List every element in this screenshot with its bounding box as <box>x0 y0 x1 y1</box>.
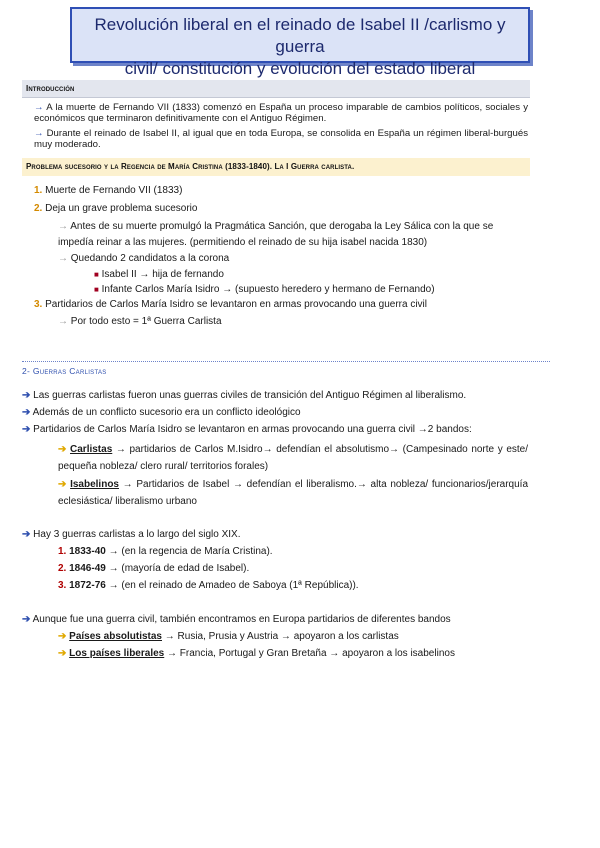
arrow-right-icon: ➔ <box>22 424 31 435</box>
arrow-right-icon: ➔ <box>58 479 67 490</box>
problem-sub-2b: → Quedando 2 candidatos a la corona <box>58 253 230 264</box>
arrow-right-icon: ➔ <box>22 390 31 401</box>
arrow-right-icon: → <box>34 128 44 139</box>
arrow-right-icon: → <box>58 253 68 264</box>
problem-item-1: 1. Muerte de Fernando VII (1833) <box>34 185 183 196</box>
arrow-right-icon: ➔ <box>58 444 67 455</box>
problem-sub-2a: → Antes de su muerte promulgó la Pragmática Sanción, que derogaba la Ley Sálica con la que se impedía reinar a las mujeres. (permitiendo el reinado de su hija isabel nacida 1830) <box>58 221 494 248</box>
arrow-right-icon: → <box>34 102 44 113</box>
europa-bullet: ➔ Aunque fue una guerra civil, también encontramos en Europa partidarios de diferentes bandos <box>22 614 451 625</box>
arrow-right-icon: ➔ <box>22 614 31 625</box>
carlistas-item: ➔ Carlistas → partidarios de Carlos M.Isidro→ defendían el absolutismo→ (Campesinado norte y este/ pequeña nobleza/ clero rural/ territorios forales) <box>58 444 529 472</box>
problem-heading: Problema sucesorio y la Regencia de María Cristina (1833-1840). La I Guerra carlista. <box>22 158 530 176</box>
problem-sub-3: → Por todo esto = 1ª Guerra Carlista <box>58 316 222 327</box>
arrow-right-icon: ➔ <box>22 407 31 418</box>
intro-bullet-2: → Durante el reinado de Isabel II, al igual que en toda Europa, se consolida en España un régimen liberal-burgués muy moderado. <box>34 128 528 150</box>
guerras-bullet-3: ➔ Partidarios de Carlos María Isidro se levantaron en armas provocando una guerra civil →2 bandos: <box>22 424 472 435</box>
arrow-right-icon: ➔ <box>22 529 31 540</box>
war-2: 2. 1846-49 → (mayoría de edad de Isabel). <box>58 563 250 574</box>
problem-item-2: 2. Deja un grave problema sucesorio <box>34 203 198 214</box>
war-3: 3. 1872-76 → (en el reinado de Amadeo de Saboya (1ª República)). <box>58 580 359 591</box>
intro-bullet-1: → A la muerte de Fernando VII (1833) comenzó en España un proceso imparable de cambios políticos, sociales y económicos que terminaron definitivamente con el Antiguo Régimen. <box>34 102 528 124</box>
document-title <box>70 7 530 78</box>
title-line-2: civil/ constitución y evolución del estado liberal <box>124 59 476 78</box>
arrow-right-icon: ➔ <box>58 648 67 659</box>
title-line-1: Revolución liberal en el reinado de Isabel II /carlismo y guerra <box>94 15 506 56</box>
intro-heading: Introducción <box>22 80 530 98</box>
arrow-right-icon: → <box>58 221 68 232</box>
arrow-right-icon: ➔ <box>58 631 67 642</box>
square-bullet-icon: ■ <box>94 270 99 279</box>
guerras-bullet-1: ➔ Las guerras carlistas fueron unas guerras civiles de transición del Antiguo Régimen al liberalismo. <box>22 390 467 401</box>
tres-guerras: ➔ Hay 3 guerras carlistas a lo largo del siglo XIX. <box>22 529 241 540</box>
isabelinos-item: ➔ Isabelinos → Partidarios de Isabel → defendían el liberalismo.→ alta nobleza/ funcionarios/jerarquía eclesiástica/ liberalismo urbano <box>58 479 529 507</box>
absolutistas-item: ➔ Países absolutistas → Rusia, Prusia y Austria → apoyaron a los carlistas <box>58 631 399 642</box>
square-bullet-icon: ■ <box>94 285 99 294</box>
guerras-bullet-2: ➔ Además de un conflicto sucesorio era un conflicto ideológico <box>22 407 301 418</box>
problem-item-3: 3. Partidarios de Carlos María Isidro se levantaron en armas provocando una guerra civil <box>34 299 427 310</box>
liberales-item: ➔ Los países liberales → Francia, Portugal y Gran Bretaña → apoyaron a los isabelinos <box>58 648 455 659</box>
candidate-1: ■ Isabel II → hija de fernando <box>94 269 224 280</box>
war-1: 1. 1833-40 → (en la regencia de María Cristina). <box>58 546 273 557</box>
arrow-right-icon: → <box>58 316 68 327</box>
guerras-heading: 2- Guerras Carlistas <box>22 366 107 376</box>
candidate-2: ■ Infante Carlos María Isidro → (supuesto heredero y hermano de Fernando) <box>94 284 435 295</box>
section-divider <box>22 361 550 362</box>
